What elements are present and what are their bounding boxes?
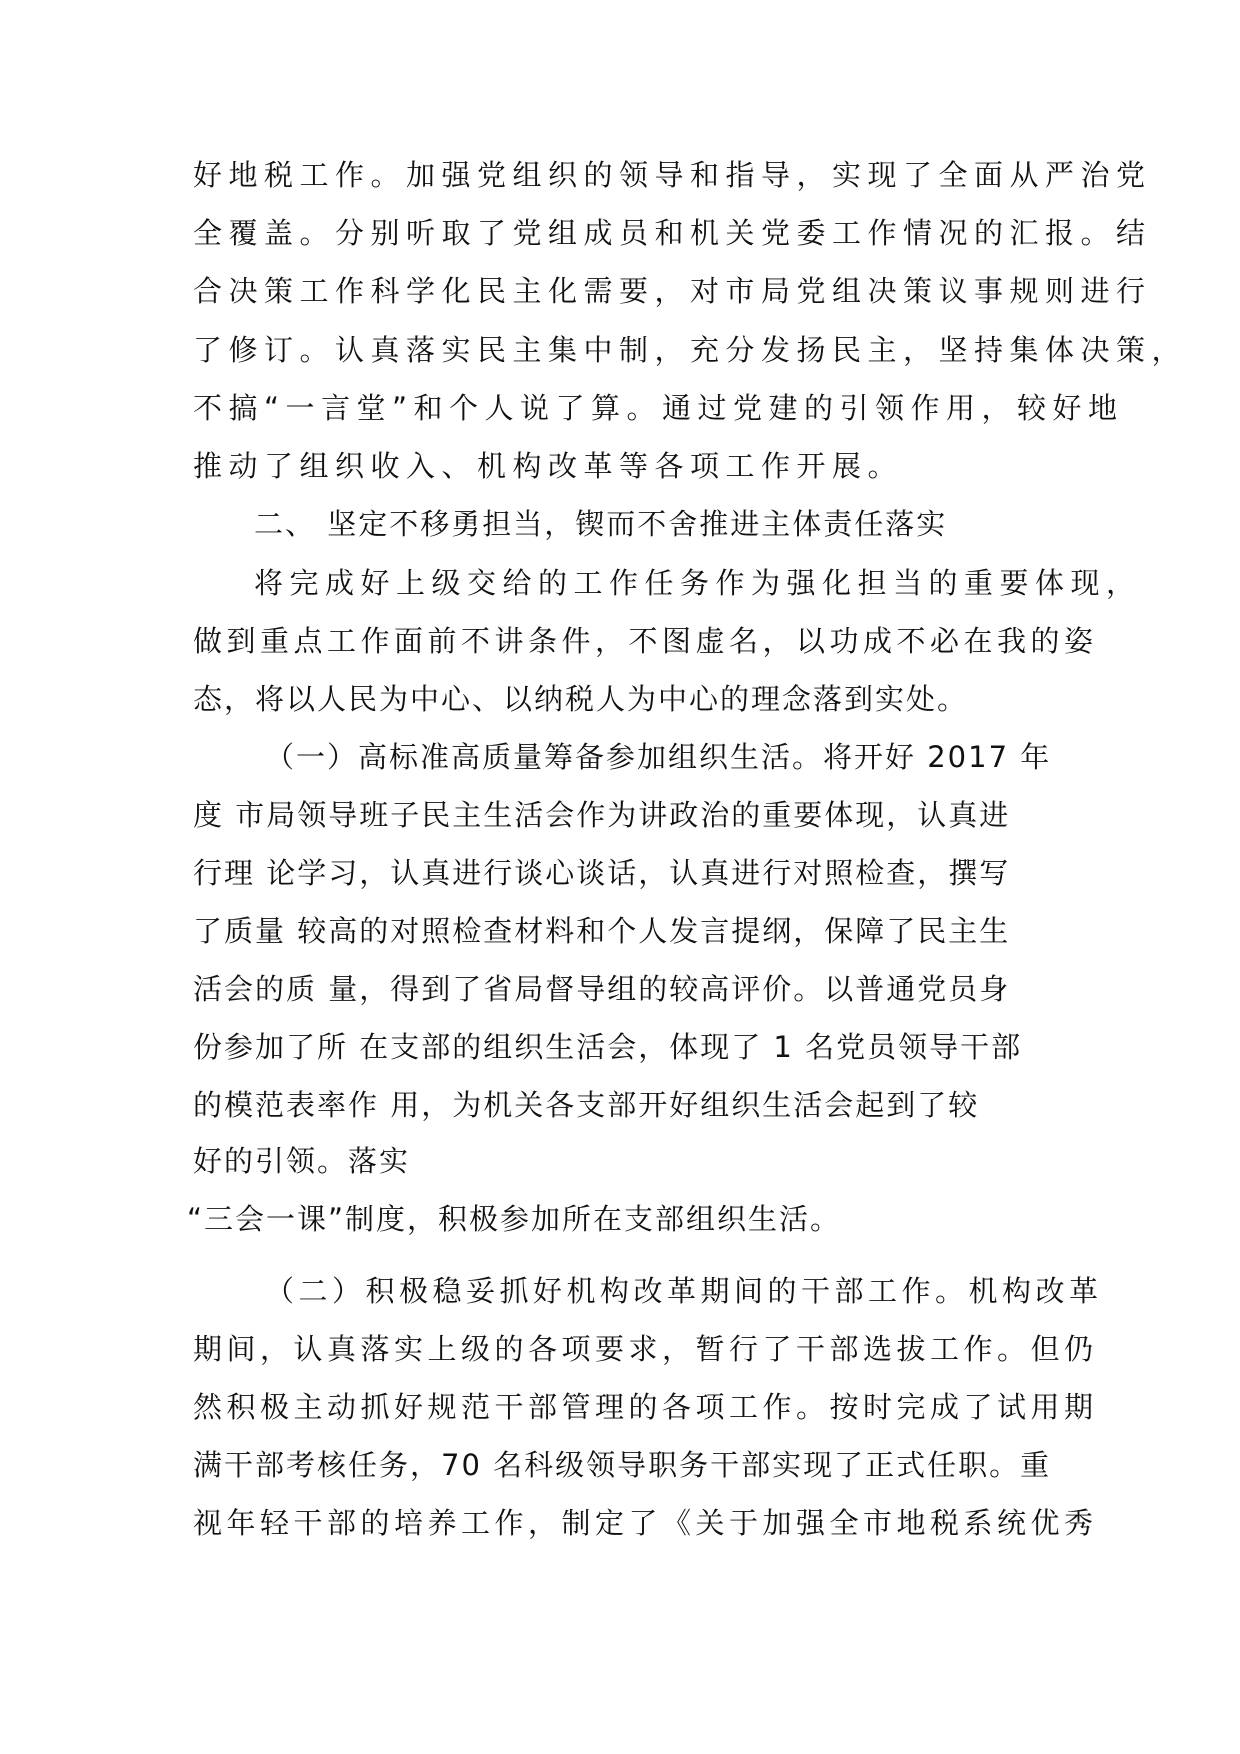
paragraph-line: 度 市局领导班子民主生活会作为讲政治的重要体现，认真进 [193, 798, 1011, 832]
paragraph-line: 了修订。认真落实民主集中制，充分发扬民主，坚持集体决策， [193, 333, 1188, 367]
paragraph-line: 推动了组织收入、机构改革等各项工作开展。 [193, 449, 904, 483]
paragraph-line: 态，将以人民为中心、以纳税人为中心的理念落到实处。 [193, 682, 969, 716]
paragraph-line: 了质量 较高的对照检查材料和个人发言提纲，保障了民主生 [193, 914, 1011, 948]
paragraph-line: 期间，认真落实上级的各项要求，暂行了干部选拔工作。但仍 [193, 1332, 1098, 1366]
subsection-line: （二）积极稳妥抓好机构改革期间的干部工作。机构改革 [265, 1274, 1103, 1308]
paragraph-line: 将完成好上级交给的工作任务作为强化担当的重要体现， [254, 566, 1142, 600]
paragraph-line: 合决策工作科学化民主化需要，对市局党组决策议事规则进行 [193, 274, 1152, 308]
subsection-line: （一）高标准高质量筹备参加组织生活。将开好 2017 年 [265, 740, 1052, 774]
paragraph-line: 然积极主动抓好规范干部管理的各项工作。按时完成了试用期 [193, 1390, 1098, 1424]
paragraph-line: 的模范表率作 用，为机关各支部开好组织生活会起到了较 [193, 1088, 980, 1122]
paragraph-line: 好的引领。落实 [193, 1144, 411, 1178]
paragraph-line: 活会的质 量，得到了省局督导组的较高评价。以普通党员身 [193, 972, 1011, 1006]
paragraph-line: 好地税工作。加强党组织的领导和指导，实现了全面从严治党 [193, 158, 1152, 192]
paragraph-line: 不搞“一言堂”和个人说了算。通过党建的引领作用，较好地 [193, 391, 1124, 425]
section-heading: 二、 坚定不移勇担当，锲而不舍推进主体责任落实 [254, 507, 948, 541]
paragraph-line: 视年轻干部的培养工作，制定了《关于加强全市地税系统优秀 [193, 1506, 1098, 1540]
paragraph-line: 份参加了所 在支部的组织生活会，体现了 1 名党员领导干部 [193, 1030, 1023, 1064]
paragraph-line: 做到重点工作面前不讲条件，不图虚名，以功成不必在我的姿 [193, 624, 1098, 658]
paragraph-line: 全覆盖。分别听取了党组成员和机关党委工作情况的汇报。结 [193, 216, 1152, 250]
paragraph-line: 满干部考核任务，70 名科级领导职务干部实现了正式任职。重 [193, 1448, 1052, 1482]
paragraph-line: “三会一课”制度，积极参加所在支部组织生活。 [187, 1202, 842, 1236]
paragraph-line: 行理 论学习，认真进行谈心谈话，认真进行对照检查，撰写 [193, 856, 1011, 890]
